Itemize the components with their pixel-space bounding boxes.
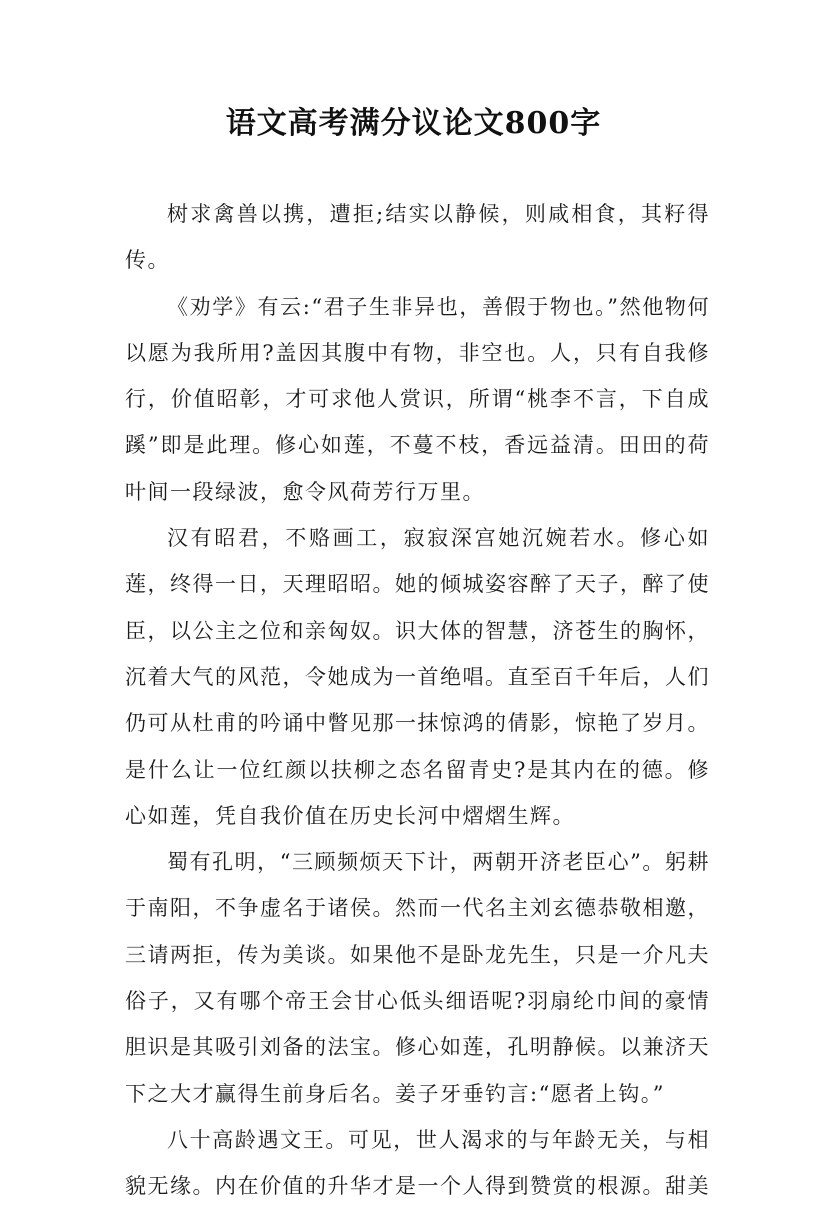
paragraph-5: 八十高龄遇文王。可见，世人渴求的与年龄无关，与相貌无缘。内在价值的升华才是一个人得到赞赏的根源。甜美 (125, 1127, 710, 1199)
paragraph-1: 树求禽兽以携，遭拒;结实以静候，则咸相食，其籽得传。 (125, 202, 710, 273)
paragraph-3: 汉有昭君，不赂画工，寂寂深宫她沉婉若水。修心如莲，终得一日，天理昭昭。她的倾城姿容醉了天子，醉了使臣，以公主之位和亲匈奴。识大体的智慧，济苍生的胸怀，沉着大气的风范，令她成为一首绝唱。直至百千年后，人们仍可从杜甫的吟诵中瞥见那一抹惊鸿的倩影，惊艳了岁月。是什么让一位红颜以扶柳之态名留青史?是其内在的德。修心如莲，凭自我价值在历史长河中熠熠生辉。 (125, 526, 710, 828)
paragraph-4: 蜀有孔明，“三顾频烦天下计，两朝开济老臣心”。躬耕于南阳，不争虚名于诸侯。然而一代名主刘玄德恭敬相邀，三请两拒，传为美谈。如果他不是卧龙先生，只是一介凡夫俗子，又有哪个帝王会甘心低头细语呢?羽扇纶巾间的豪情胆识是其吸引刘备的法宝。修心如莲，孔明静候。以兼济天下之大才赢得生前身后名。姜子牙垂钓言:“愿者上钩。” (125, 850, 710, 1106)
document-body (125, 191, 710, 1210)
paragraph-2: 《劝学》有云:“君子生非异也，善假于物也。”然他物何以愿为我所用?盖因其腹中有物，非空也。人，只有自我修行，价值昭彰，才可求他人赏识，所谓“桃李不言，下自成蹊”即是此理。修心如莲，不蔓不枝，香远益清。田田的荷叶间一段绿波，愈令风荷芳行万里。 (125, 294, 710, 504)
document-title: 语文高考满分议论文800字 (225, 106, 602, 141)
